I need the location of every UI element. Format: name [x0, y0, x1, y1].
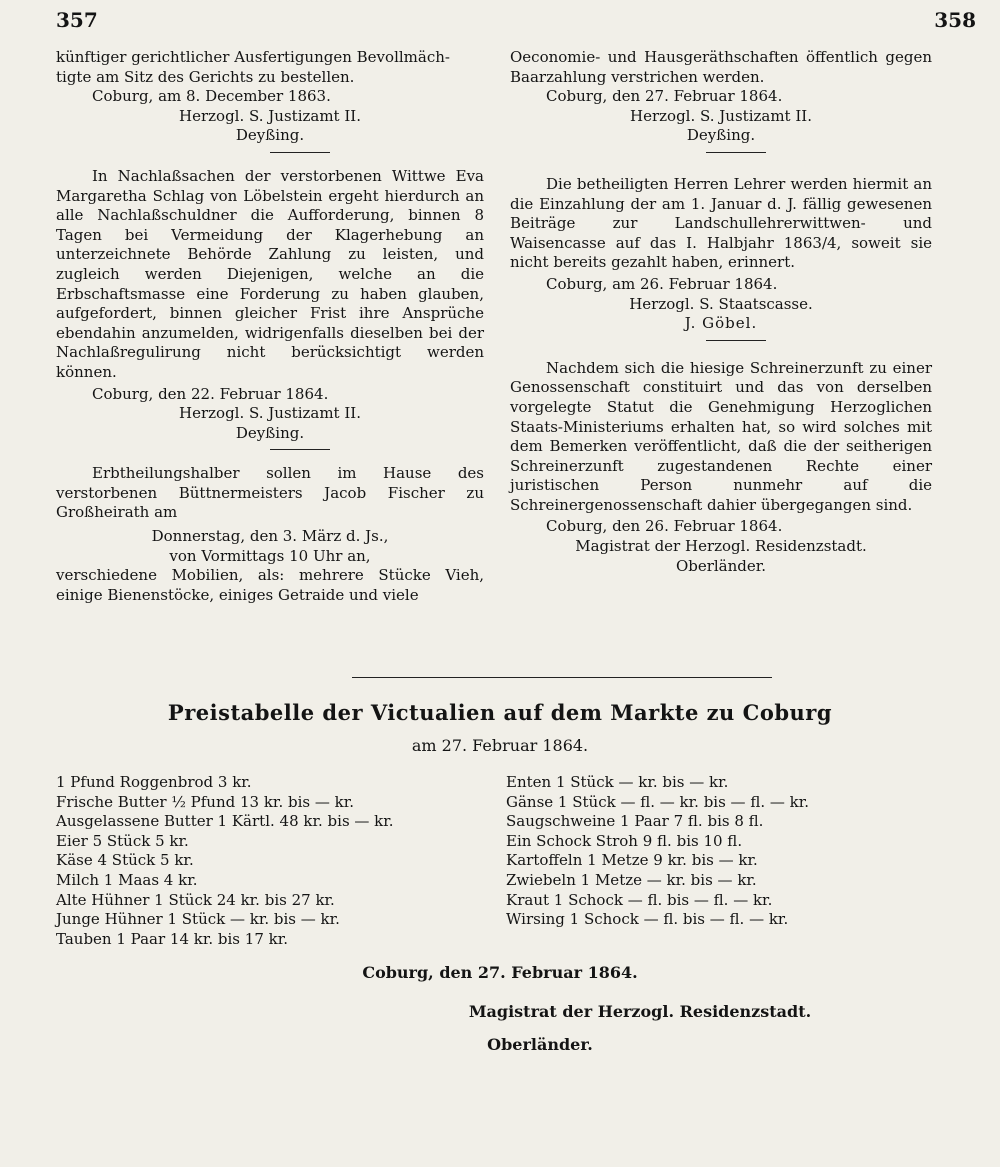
notice-text: Nachdem sich die hiesige Schreinerzunft zu einer Genossenschaft constituirt und das von derselben vorgelegte Statut die Genehmigung Herzoglichen Staats-Ministeriums erhalten hat, so wird solches mit dem Bemerken veröffentlicht, daß die der seitherigen Schreinerzunft zugestandenen Rechte einer juristischen Person nunmehr auf die Schreinergenossenschaft dahier übergegangen sind.: [510, 358, 932, 514]
notice-place-date: Coburg, den 26. Februar 1864.: [546, 517, 783, 536]
price-item: Tauben 1 Paar 14 kr. bis 17 kr.: [56, 929, 289, 948]
price-item: Kartoffeln 1 Metze 9 kr. bis — kr.: [506, 851, 758, 870]
notice-text: Die betheiligten Herren Lehrer werden hiermit an die Einzahlung der am 1. Januar d. J. fällig gewesenen Beiträge zur Landschullehrerwittwen- und Waisencasse auf das I. Halbjahr 1863/4, soweit sie nicht bereits gezahlt haben, erinnert.: [510, 174, 932, 272]
notice-time-line: von Vormittags 10 Uhr an,: [169, 546, 371, 565]
notice-signer: Oberländer.: [675, 556, 767, 575]
price-item: Eier 5 Stück 5 kr.: [56, 831, 189, 850]
price-item: Zwiebeln 1 Metze — kr. bis — kr.: [506, 870, 757, 889]
price-item: Alte Hühner 1 Stück 24 kr. bis 27 kr.: [56, 890, 335, 909]
page-number-left: 357: [56, 8, 98, 32]
divider: [270, 449, 330, 450]
price-item: Ein Schock Stroh 9 fl. bis 10 fl.: [506, 831, 743, 850]
price-table-signer: Oberländer.: [487, 1035, 593, 1054]
price-item: Milch 1 Maas 4 kr.: [56, 870, 198, 889]
price-item: Wirsing 1 Schock — fl. bis — fl. — kr.: [506, 910, 789, 929]
notice-place-date: Coburg, den 27. Februar 1864.: [546, 87, 783, 106]
notice-authority: Herzogl. S. Justizamt II.: [630, 106, 812, 125]
price-list-right: [506, 773, 946, 930]
divider: [270, 152, 330, 153]
divider: [706, 340, 766, 341]
price-table-place-date: Coburg, den 27. Februar 1864.: [362, 963, 638, 982]
intro-line: künftiger gerichtlicher Ausfertigungen Bevollmäch-: [56, 48, 450, 66]
notice-date-line: Donnerstag, den 3. März d. Js.,: [151, 527, 389, 546]
notice-text: Erbtheilungshalber sollen im Hause des verstorbenen Büttnermeisters Jacob Fischer zu Großheirath am: [56, 464, 484, 522]
price-item: Frische Butter ½ Pfund 13 kr. bis — kr.: [56, 792, 354, 811]
intro-text: Oeconomie- und Hausgeräthschaften öffentlich gegen Baarzahlung verstrichen werden.: [510, 48, 932, 86]
price-item: Gänse 1 Stück — fl. — kr. bis — fl. — kr.: [506, 792, 810, 811]
divider: [706, 152, 766, 153]
notice-signer: Deyßing.: [235, 126, 305, 145]
notice-signer: Deyßing.: [235, 423, 305, 442]
intro-line: tigte am Sitz des Gerichts zu bestellen.: [56, 67, 355, 86]
price-item: Junge Hühner 1 Stück — kr. bis — kr.: [56, 910, 340, 929]
price-table-date: am 27. Februar 1864.: [411, 736, 589, 755]
page-number-right: 358: [934, 8, 976, 32]
notice-authority: Herzogl. S. Staatscasse.: [629, 294, 813, 313]
price-item: Saugschweine 1 Paar 7 fl. bis 8 fl.: [506, 812, 764, 831]
price-item: Käse 4 Stück 5 kr.: [56, 851, 194, 870]
notice-text: In Nachlaßsachen der verstorbenen Wittwe Eva Margaretha Schlag von Löbelstein ergeht hierdurch an alle Nachlaßschuldner die Aufforderung, binnen 8 Tagen bei Vermeidung der Klagerhebung an unterzeichnete Behörde Zahlung zu leisten, und zugleich werden Diejenigen, welche an die Erbschaftsmasse eine Forderung zu haben glauben, aufgefordert, binnen gleicher Frist ihre Ansprüche ebendahin anzumelden, widrigenfalls dieselben bei der Nachlaßregulirung nicht berücksichtigt werden können.: [56, 166, 484, 381]
section-divider: [352, 677, 772, 678]
notice-authority: Herzogl. S. Justizamt II.: [179, 106, 361, 125]
left-column: [56, 48, 484, 605]
notice-signer: Deyßing.: [686, 126, 756, 145]
price-table-title: Preistabelle der Victualien auf dem Markte zu Coburg: [167, 700, 833, 725]
price-item: Enten 1 Stück — kr. bis — kr.: [506, 773, 729, 791]
price-item: 1 Pfund Roggenbrod 3 kr.: [56, 773, 252, 791]
notice-authority: Magistrat der Herzogl. Residenzstadt.: [575, 537, 867, 556]
price-list-left: [56, 773, 496, 949]
notice-place-date: Coburg, am 8. December 1863.: [92, 87, 331, 106]
notice-text: verschiedene Mobilien, als: mehrere Stücke Vieh, einige Bienenstöcke, einiges Getraide und viele: [56, 566, 484, 604]
notice-signer: J. Göbel.: [684, 314, 758, 333]
price-table-authority: Magistrat der Herzogl. Residenzstadt.: [468, 1002, 812, 1021]
notice-place-date: Coburg, am 26. Februar 1864.: [546, 274, 778, 293]
notice-authority: Herzogl. S. Justizamt II.: [179, 404, 361, 423]
right-column: [510, 48, 932, 576]
price-item: Kraut 1 Schock — fl. bis — fl. — kr.: [506, 890, 773, 909]
notice-place-date: Coburg, den 22. Februar 1864.: [92, 384, 329, 403]
price-item: Ausgelassene Butter 1 Kärtl. 48 kr. bis — kr.: [56, 812, 394, 831]
